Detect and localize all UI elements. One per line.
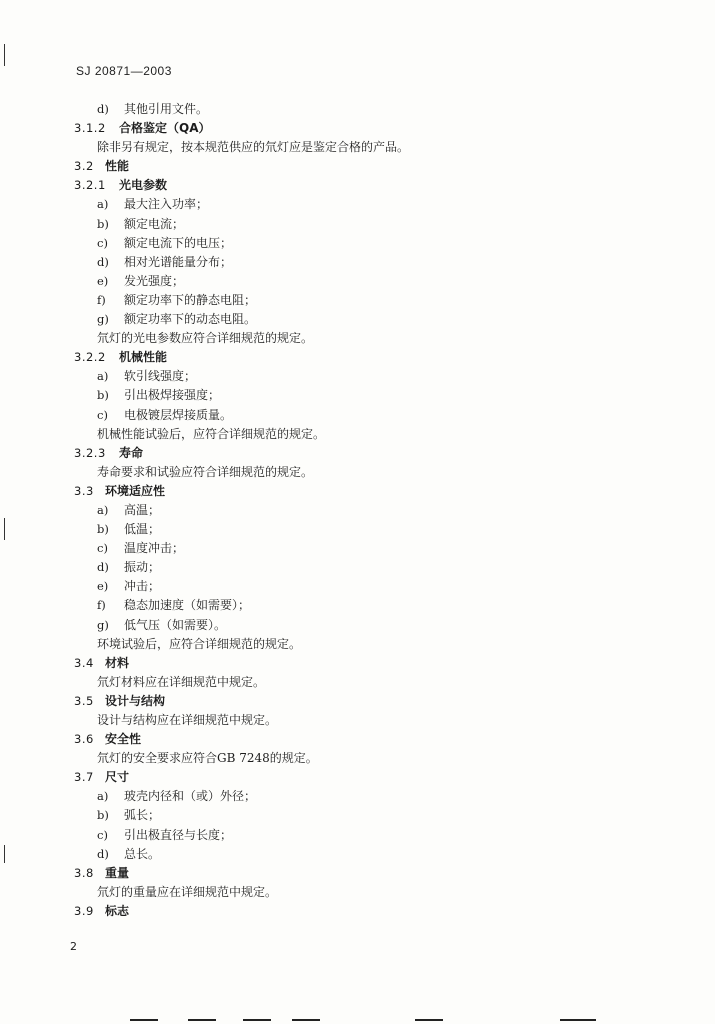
paragraph-text: 机械性能试验后，应符合详细规范的规定。	[97, 426, 326, 441]
heading-title: 材料	[105, 655, 130, 670]
list-item-marker: c)	[97, 827, 108, 842]
list-item	[0, 234, 715, 253]
heading-number: 3.2.3	[74, 445, 106, 460]
list-item	[0, 520, 715, 539]
scan-edge-mark-top	[4, 44, 5, 66]
scan-bottom-rule-1	[130, 1019, 158, 1021]
section-heading	[0, 654, 715, 673]
heading-number: 3.8	[74, 865, 94, 880]
list-item	[0, 577, 715, 596]
list-item-marker: c)	[97, 235, 108, 250]
list-item-text: 电极镀层焊接质量。	[124, 407, 233, 422]
paragraph-text: 除非另有规定，按本规范供应的氘灯应是鉴定合格的产品。	[97, 140, 410, 155]
heading-title: 合格鉴定（QA）	[119, 121, 211, 136]
paragraph-text: 氘灯的光电参数应符合详细规范的规定。	[97, 331, 314, 346]
subsection-heading	[0, 348, 715, 367]
list-item	[0, 558, 715, 577]
paragraph-text: 设计与结构应在详细规范中规定。	[97, 713, 278, 727]
list-item	[0, 826, 715, 845]
list-item	[0, 310, 715, 329]
document-code-header: SJ 20871—2003	[76, 64, 172, 78]
heading-title: 性能	[105, 159, 130, 174]
scan-edge-mark-middle	[4, 518, 5, 540]
paragraph	[0, 329, 715, 348]
scan-bottom-rule-4	[292, 1019, 320, 1021]
list-item	[0, 596, 715, 615]
list-item	[0, 616, 715, 635]
paragraph-text: 氘灯的重量应在详细规范中规定。	[97, 884, 278, 899]
paragraph-text: 寿命要求和试验应符合详细规范的规定。	[97, 464, 314, 479]
list-item	[0, 253, 715, 272]
list-item-marker: d)	[97, 846, 109, 861]
list-item	[0, 539, 715, 558]
heading-number: 3.4	[74, 655, 94, 670]
heading-title: 重量	[105, 865, 130, 880]
list-item-marker: a)	[97, 789, 109, 804]
list-item-marker: c)	[97, 541, 108, 556]
list-item	[0, 367, 715, 386]
list-item-marker: e)	[97, 273, 109, 288]
list-item-marker: a)	[97, 197, 109, 212]
paragraph-text: 氘灯的安全要求应符合GB 7248的规定。	[97, 751, 318, 766]
section-heading	[0, 482, 715, 501]
list-item-marker: c)	[97, 407, 108, 422]
list-item-text: 振动；	[124, 560, 161, 575]
list-item-text: 总长。	[124, 846, 161, 861]
list-item-text: 引出极直径与长度；	[124, 827, 233, 842]
paragraph	[0, 883, 715, 902]
paragraph	[0, 749, 715, 768]
heading-title: 光电参数	[119, 178, 168, 193]
list-item-marker: b)	[97, 522, 109, 537]
list-item-marker: d)	[97, 254, 109, 269]
heading-title: 设计与结构	[105, 693, 166, 708]
paragraph	[0, 138, 715, 157]
list-item-marker: e)	[97, 579, 109, 594]
section-heading	[0, 902, 715, 921]
list-item-text: 低温；	[124, 522, 161, 537]
list-item-text: 额定功率下的动态电阻。	[124, 312, 257, 327]
list-item	[0, 215, 715, 234]
list-item-text: 额定功率下的静态电阻；	[124, 292, 257, 307]
list-item	[0, 195, 715, 214]
list-item-text: 冲击；	[124, 579, 161, 594]
scan-bottom-rule-6	[560, 1019, 596, 1021]
list-item-text: 最大注入功率；	[124, 197, 209, 212]
paragraph	[0, 711, 715, 730]
list-item-text: 玻壳内径和（或）外径；	[124, 789, 257, 804]
heading-title: 标志	[105, 903, 130, 918]
subsection-heading	[0, 444, 715, 463]
document-body	[0, 100, 715, 921]
list-item	[0, 386, 715, 405]
list-item-text: 软引线强度；	[124, 369, 197, 384]
list-item-marker: g)	[97, 617, 109, 632]
list-item	[0, 845, 715, 864]
paragraph	[0, 635, 715, 654]
list-item	[0, 806, 715, 825]
heading-number: 3.5	[74, 693, 94, 708]
list-item-text: 额定电流下的电压；	[124, 235, 233, 250]
list-item-text: 温度冲击；	[124, 541, 185, 556]
list-item	[0, 291, 715, 310]
heading-title: 尺寸	[105, 770, 130, 785]
list-item-text: 引出极焊接强度；	[124, 388, 221, 403]
list-item-marker: f)	[97, 598, 106, 613]
list-item-text: 弧长；	[124, 808, 161, 823]
scan-edge-mark-bottom	[4, 845, 5, 863]
list-item-text: 其他引用文件。	[124, 102, 209, 116]
list-item-text: 发光强度；	[124, 273, 185, 288]
paragraph	[0, 673, 715, 692]
list-item-text: 低气压（如需要）。	[124, 617, 227, 632]
paragraph	[0, 463, 715, 482]
list-item-marker: b)	[97, 216, 109, 231]
paragraph-text: 氘灯材料应在详细规范中规定。	[97, 674, 266, 689]
list-item-marker: g)	[97, 312, 109, 327]
list-item-text: 高温；	[124, 502, 161, 517]
paragraph	[0, 425, 715, 444]
list-item-text: 稳态加速度（如需要）；	[124, 598, 251, 613]
heading-number: 3.2.2	[74, 350, 106, 365]
page-number: 2	[70, 940, 77, 953]
heading-number: 3.7	[74, 770, 94, 785]
list-item	[0, 501, 715, 520]
scan-bottom-rule-5	[415, 1019, 443, 1021]
subsection-heading	[0, 119, 715, 138]
list-item-text: 额定电流；	[124, 216, 185, 231]
heading-number: 3.3	[74, 483, 94, 498]
heading-number: 3.6	[74, 732, 94, 747]
list-item-marker: d)	[97, 102, 109, 116]
heading-number: 3.2.1	[74, 178, 106, 193]
list-item	[0, 100, 715, 119]
section-heading	[0, 692, 715, 711]
scan-bottom-rule-2	[188, 1019, 216, 1021]
section-heading	[0, 864, 715, 883]
list-item-marker: f)	[97, 292, 106, 307]
heading-number: 3.9	[74, 903, 94, 918]
list-item-text: 相对光谱能量分布；	[124, 254, 233, 269]
list-item	[0, 272, 715, 291]
list-item-marker: b)	[97, 808, 109, 823]
section-heading	[0, 730, 715, 749]
heading-number: 3.2	[74, 159, 94, 174]
heading-title: 寿命	[119, 445, 144, 460]
list-item-marker: d)	[97, 560, 109, 575]
paragraph-text: 环境试验后，应符合详细规范的规定。	[97, 636, 302, 651]
list-item-marker: b)	[97, 388, 109, 403]
section-heading	[0, 157, 715, 176]
heading-title: 机械性能	[119, 350, 168, 365]
list-item-marker: a)	[97, 369, 109, 384]
heading-title: 安全性	[105, 732, 142, 747]
list-item-marker: a)	[97, 502, 109, 517]
list-item	[0, 406, 715, 425]
list-item	[0, 787, 715, 806]
subsection-heading	[0, 176, 715, 195]
scan-bottom-rule-3	[243, 1019, 271, 1021]
heading-number: 3.1.2	[74, 121, 106, 136]
section-heading	[0, 768, 715, 787]
heading-title: 环境适应性	[105, 483, 166, 498]
